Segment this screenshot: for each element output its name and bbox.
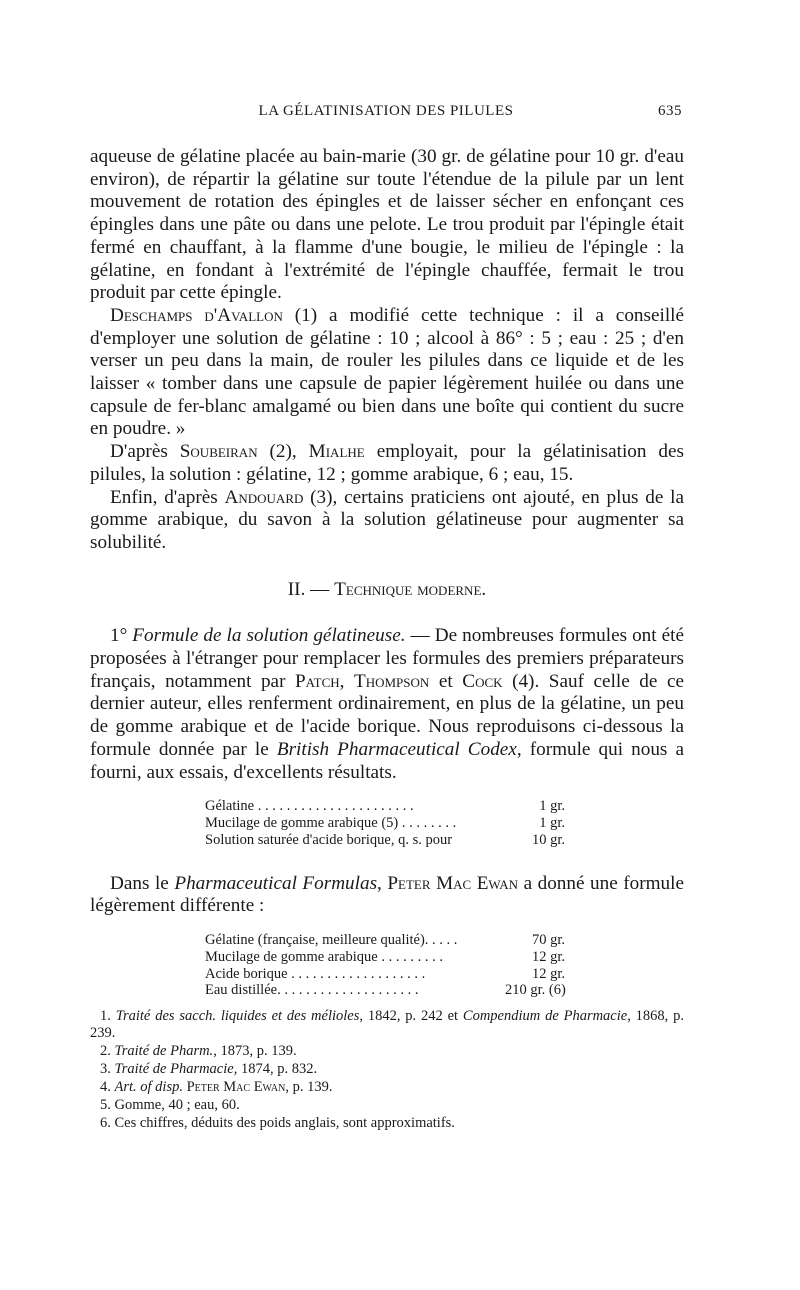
quantity: 12 gr. bbox=[531, 948, 565, 965]
author-name: Soubeiran bbox=[179, 441, 258, 463]
author-name: Peter Mac Ewan bbox=[387, 872, 519, 894]
book-title: Art. of disp. bbox=[114, 1079, 183, 1095]
paragraph-text: , bbox=[291, 441, 309, 463]
footnote-text: , 1873, p. 139. bbox=[213, 1043, 297, 1059]
ingredient: Mucilage de gomme arabique . . . . . . . . . bbox=[205, 948, 443, 965]
author-name: Andouard bbox=[224, 486, 304, 508]
paragraph-text: Dans le bbox=[110, 872, 175, 894]
paragraph bbox=[90, 441, 684, 486]
footnote bbox=[90, 1079, 684, 1096]
paragraph-text: Enfin, d'après bbox=[110, 486, 225, 508]
quantity: 10 gr. bbox=[531, 831, 565, 848]
paragraph bbox=[90, 487, 684, 555]
footnote-text: , p. 139. bbox=[285, 1079, 333, 1095]
formula-row bbox=[205, 982, 565, 999]
formula-row bbox=[205, 949, 565, 966]
author-name: Peter Mac Ewan bbox=[182, 1079, 286, 1095]
footnote bbox=[90, 1043, 684, 1060]
page-number: 635 bbox=[658, 103, 682, 119]
footnote-number: 4. bbox=[100, 1079, 115, 1095]
footnote-ref: (4) bbox=[512, 670, 535, 692]
formula-row bbox=[205, 932, 565, 949]
footnote-text: , 1868, p. 239. bbox=[90, 1008, 685, 1041]
formula-row bbox=[205, 966, 565, 983]
ingredient: Gélatine (française, meilleure qualité). . . . . bbox=[205, 932, 458, 949]
paragraph: aqueuse de gélatine placée au bain-marie (30 gr. de gélatine pour 10 gr. d'eau environ), de répartir la gélatine sur toute l'étendue de la pilule par un lent mouvement de rotation des épingles et de laisser sécher en enfonçant ces épingles dans une pâte ou dans une pelote. Le trou produit par l'épingle était fermé en chauffant, à la flamme d'une bougie, le milieu de l'épingle : la gélatine, en fondant à l'extrémité de l'épingle chauffée, fermait le trou produit par cette épingle. bbox=[90, 146, 684, 304]
paragraph-text: et bbox=[429, 670, 463, 692]
formula-row bbox=[205, 832, 565, 849]
footnote-text: , 1842, p. 242 et bbox=[359, 1008, 463, 1024]
book-title: Compendium de Pharmacie bbox=[462, 1008, 628, 1024]
book-title: Traité de Pharmacie bbox=[114, 1061, 234, 1077]
quantity: 210 gr. (6) bbox=[505, 982, 566, 999]
footnotes bbox=[90, 1008, 684, 1132]
item-number: 1° bbox=[110, 625, 133, 647]
book-title: British Pharmaceutical Codex bbox=[276, 738, 517, 760]
quantity: 12 gr. bbox=[531, 965, 565, 982]
ingredient: Eau distillée. . . . . . . . . . . . . . . . . . . . bbox=[205, 982, 419, 999]
paragraph bbox=[90, 873, 684, 918]
footnote-ref: (2) bbox=[269, 441, 292, 463]
paragraph bbox=[90, 625, 684, 784]
quantity: 1 gr. bbox=[539, 815, 565, 832]
ingredient: Acide borique . . . . . . . . . . . . . . . . . . . bbox=[205, 965, 426, 982]
paragraph-text: a modifié cette technique : il a conseillé d'employer une solution de gélatine : 10 ; alcool à 86° : 5 ; eau : 25 ; d'en verser un peu dans la main, de rouler les pilules dans ce liquide et de les laisser « tomber dans une capsule de papier légèrement huilée ou dans une capsule de fer-blanc amalgamé ou bien dans une boîte qui contient du sucre en poudre. » bbox=[90, 304, 685, 440]
paragraph-text: employait, pour la gélatinisation des pilules, la solution : gélatine, 12 ; gomme arabique, 6 ; eau, 15. bbox=[90, 441, 684, 485]
paragraph-text: , bbox=[339, 670, 354, 692]
footnote-number: 1. bbox=[100, 1008, 116, 1024]
paragraph-text: , formule qui nous a fourni, aux essais, d'excellents résultats. bbox=[90, 738, 684, 783]
footnote-ref: (1) bbox=[294, 304, 318, 326]
author-name: Cock bbox=[462, 670, 503, 692]
subsection-title: Formule de la solution gélatineuse. bbox=[132, 625, 406, 647]
paragraph-text: , bbox=[377, 872, 388, 894]
book-title: Pharmaceutical Formulas bbox=[174, 872, 378, 894]
paragraph bbox=[90, 305, 684, 441]
paragraph-text: D'après bbox=[110, 441, 180, 463]
footnote-ref: (3) bbox=[310, 486, 333, 508]
author-name: Deschamps d'Avallon bbox=[110, 304, 283, 326]
footnote bbox=[90, 1008, 684, 1042]
paragraph-text: . Sauf celle de ce dernier auteur, elles renferment ordinairement, en plus de la gélatine, un peu de gomme arabique et de l'acide borique. Nous reproduisons ci-dessous la formule donnée par le bbox=[90, 670, 685, 760]
running-title: LA GÉLATINISATION DES PILULES bbox=[258, 103, 514, 119]
section-number: II. bbox=[287, 578, 306, 600]
footnote-number: 3. bbox=[100, 1061, 115, 1077]
paragraph-text: , certains praticiens ont ajouté, en plus de la gomme arabique, du savon à la solution gélatineuse pour augmenter sa solubilité. bbox=[90, 486, 685, 553]
section-dash: — bbox=[305, 578, 335, 600]
running-header bbox=[90, 103, 682, 127]
author-name: Patch bbox=[295, 670, 340, 692]
paragraph-text: a donné une formule légèrement différente : bbox=[90, 872, 684, 917]
footnote bbox=[90, 1061, 684, 1078]
formula-table-2 bbox=[205, 932, 565, 999]
author-name: Mialhe bbox=[308, 441, 365, 463]
section-heading bbox=[90, 579, 684, 602]
book-title: Traité des sacch. liquides et des mélioles bbox=[115, 1008, 360, 1024]
formula-row bbox=[205, 815, 565, 832]
footnote-number: 2. bbox=[100, 1043, 115, 1059]
footnote-text: , 1874, p. 832. bbox=[233, 1061, 318, 1077]
quantity: 1 gr. bbox=[539, 798, 565, 815]
footnote: 5. Gomme, 40 ; eau, 60. bbox=[100, 1097, 240, 1113]
main-text bbox=[90, 146, 684, 999]
author-name: Thompson bbox=[354, 670, 430, 692]
footnote: 6. Ces chiffres, déduits des poids anglais, sont approximatifs. bbox=[100, 1115, 455, 1131]
book-title: Traité de Pharm. bbox=[114, 1043, 214, 1059]
paragraph-text: — De nombreuses formules ont été proposées à l'étranger pour remplacer les formules des premiers préparateurs français, notamment par bbox=[90, 625, 684, 692]
section-title: Technique moderne. bbox=[334, 578, 487, 600]
formula-row bbox=[205, 798, 565, 815]
ingredient: Gélatine . . . . . . . . . . . . . . . . . . . . . . bbox=[205, 798, 414, 815]
formula-table-1 bbox=[205, 798, 565, 848]
quantity: 70 gr. bbox=[531, 932, 565, 949]
ingredient: Mucilage de gomme arabique (5) . . . . . . . . bbox=[205, 815, 457, 832]
ingredient: Solution saturée d'acide borique, q. s. pour bbox=[205, 831, 453, 848]
